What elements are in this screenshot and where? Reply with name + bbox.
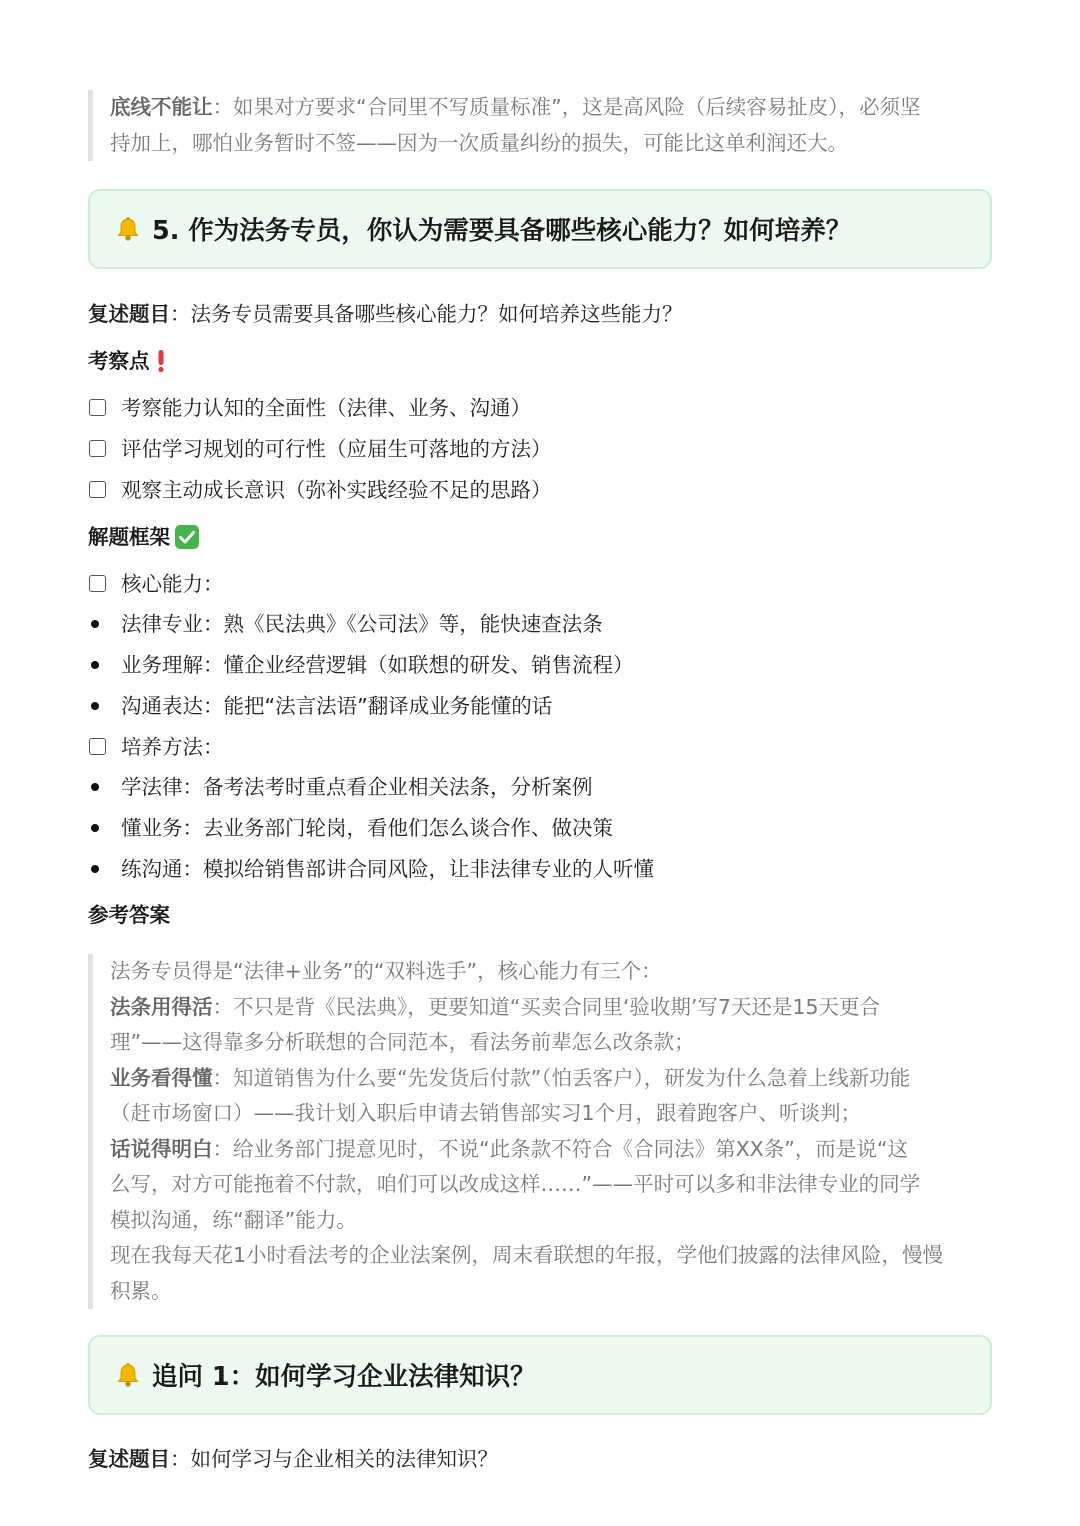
restate-text: ：如何学习与企业相关的法律知识？ bbox=[170, 1447, 498, 1471]
answer-point-label: 话说得明白 bbox=[110, 1136, 213, 1161]
framework-core-item: 沟通表达：能把“法言法语”翻译成业务能懂的话 bbox=[121, 694, 553, 718]
bullet-icon bbox=[91, 865, 99, 873]
answer-point-text: 模拟沟通，练“翻译”能力。 bbox=[110, 1207, 357, 1232]
bell-icon bbox=[114, 215, 142, 243]
question-title: 5. 作为法务专员，你认为需要具备哪些核心能力？如何培养？ bbox=[152, 216, 852, 246]
framework-train-item: 懂业务：去业务部门轮岗，看他们怎么谈合作、做决策 bbox=[121, 816, 613, 840]
exam-point-item: 评估学习规划的可行性（应届生可落地的方法） bbox=[121, 437, 552, 461]
framework-train-item: 学法律：备考法考时重点看企业相关法条，分析案例 bbox=[121, 775, 593, 799]
framework-train-item: 练沟通：模拟给销售部讲合同风险，让非法律专业的人听懂 bbox=[121, 857, 654, 881]
answer-closing: 现在我每天花1小时看法考的企业法案例，周末看联想的年报，学他们披露的法律风险，慢慢 bbox=[110, 1243, 944, 1267]
exclamation-icon bbox=[156, 349, 166, 373]
restate-line bbox=[88, 1444, 498, 1474]
exam-points-heading bbox=[88, 346, 166, 376]
restate-text: ：法务专员需要具备哪些核心能力？如何培养这些能力？ bbox=[170, 302, 683, 326]
answer-closing: 积累。 bbox=[110, 1278, 172, 1303]
framework-train-label: 培养方法： bbox=[121, 735, 224, 759]
restate-label: 复述题目 bbox=[88, 302, 170, 326]
exam-point-item: 观察主动成长意识（弥补实践经验不足的思路） bbox=[121, 478, 552, 502]
followup-box bbox=[88, 1335, 992, 1415]
answer-point-text: ：知道销售为什么要“先发货后付款”（怕丢客户），研发为什么急着上线新功能 bbox=[212, 1065, 911, 1090]
restate-label: 复述题目 bbox=[88, 1447, 170, 1471]
answer-point-text: （赶市场窗口）——我计划入职后申请去销售部实习1个月，跟着跑客户、听谈判； bbox=[110, 1101, 862, 1125]
answer-heading bbox=[88, 900, 170, 930]
answer-point-label: 法条用得活 bbox=[110, 994, 213, 1019]
quote-text: ：如果对方要求“合同里不写质量标准”，这是高风险（后续容易扯皮），必须坚 bbox=[212, 95, 921, 119]
framework-core-item: 业务理解：懂企业经营逻辑（如联想的研发、销售流程） bbox=[121, 653, 634, 677]
framework-title: 解题框架 bbox=[88, 525, 170, 549]
check-mark-icon bbox=[174, 524, 200, 550]
answer-blockquote bbox=[88, 954, 992, 1309]
question-box bbox=[88, 189, 992, 269]
checkbox[interactable] bbox=[89, 440, 106, 457]
quote-label: 底线不能让 bbox=[110, 95, 213, 119]
answer-point-label: 业务看得懂 bbox=[110, 1065, 213, 1090]
framework-core-label: 核心能力： bbox=[121, 572, 224, 596]
exam-point-item: 考察能力认知的全面性（法律、业务、沟通） bbox=[121, 396, 531, 420]
answer-point-text: 理”——这得靠多分析联想的合同范本，看法务前辈怎么改条款； bbox=[110, 1030, 695, 1054]
checkbox[interactable] bbox=[89, 481, 106, 498]
checkbox[interactable] bbox=[89, 399, 106, 416]
answer-intro: 法务专员得是“法律+业务”的“双料选手”，核心能力有三个： bbox=[110, 959, 662, 983]
answer-point-text: ：给业务部门提意见时，不说“此条款不符合《合同法》第XX条”，而是说“这 bbox=[212, 1136, 908, 1161]
bullet-icon bbox=[91, 824, 99, 832]
bullet-icon bbox=[91, 783, 99, 791]
answer-title: 参考答案 bbox=[88, 903, 170, 927]
checkbox[interactable] bbox=[89, 738, 106, 755]
exam-points-title: 考察点 bbox=[88, 349, 150, 373]
restate-line bbox=[88, 299, 683, 329]
framework-heading bbox=[88, 522, 200, 552]
bullet-icon bbox=[91, 702, 99, 710]
top-blockquote bbox=[88, 90, 992, 161]
answer-point-text: 么写，对方可能拖着不付款，咱们可以改成这样……”——平时可以多和非法律专业的同学 bbox=[110, 1172, 921, 1196]
followup-title: 追问 1：如何学习企业法律知识？ bbox=[152, 1362, 536, 1392]
bullet-icon bbox=[91, 661, 99, 669]
bell-icon bbox=[114, 1361, 142, 1389]
answer-point-text: ：不只是背《民法典》，更要知道“买卖合同里‘验收期’写7天还是15天更合 bbox=[212, 994, 881, 1019]
checkbox[interactable] bbox=[89, 575, 106, 592]
framework-core-item: 法律专业：熟《民法典》《公司法》等，能快速查法条 bbox=[121, 612, 603, 636]
quote-text: 持加上，哪怕业务暂时不签——因为一次质量纠纷的损失，可能比这单利润还大。 bbox=[110, 130, 848, 155]
bullet-icon bbox=[91, 620, 99, 628]
